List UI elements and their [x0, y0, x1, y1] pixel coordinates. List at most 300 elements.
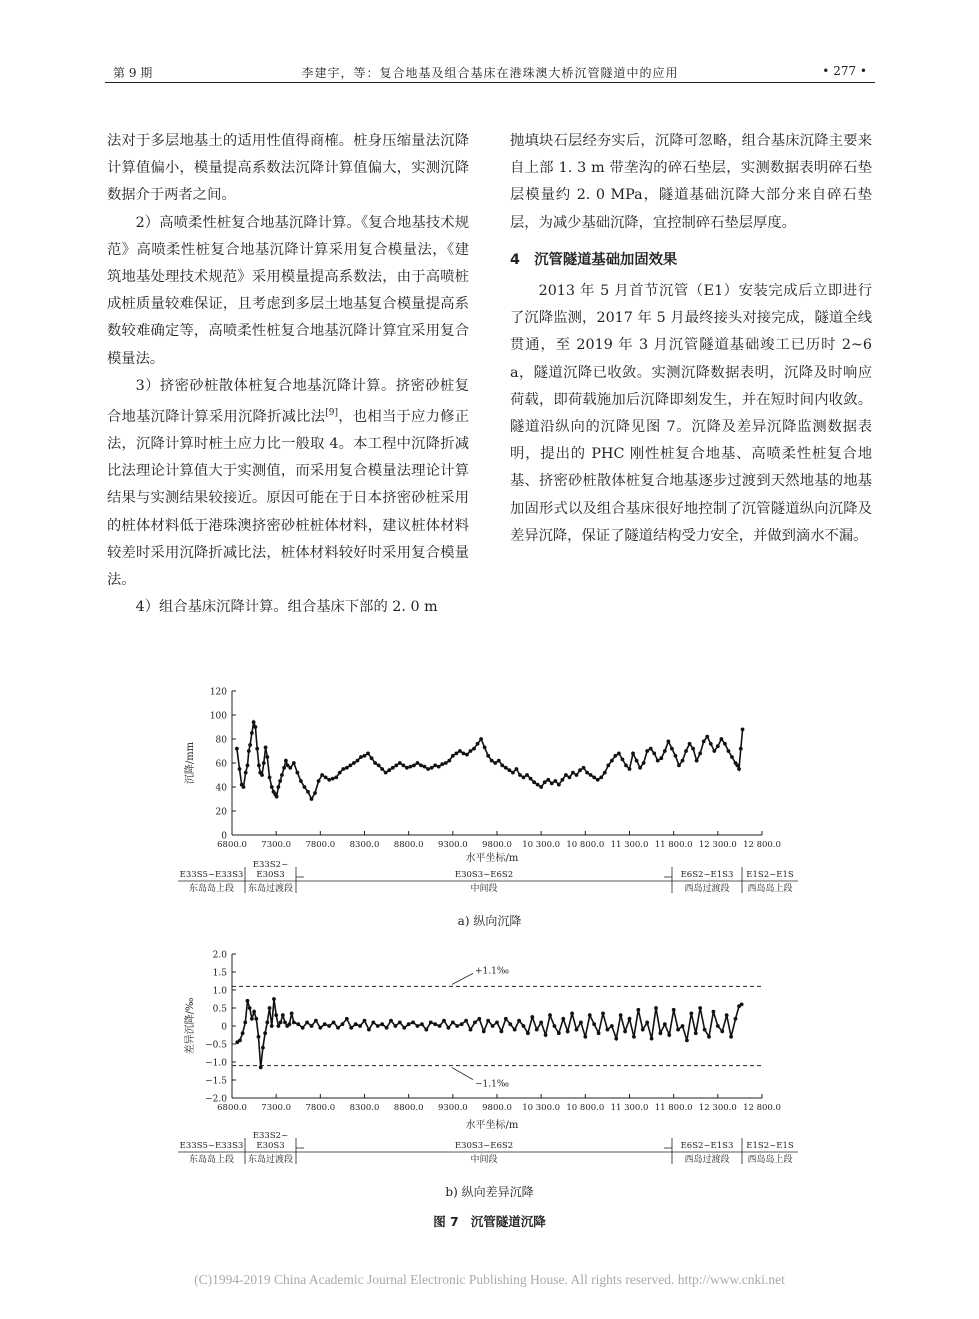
data-point — [352, 761, 356, 765]
figure-label: 图 7 — [433, 1214, 459, 1229]
data-point — [504, 766, 508, 770]
data-point — [490, 759, 494, 763]
data-point — [283, 1021, 287, 1025]
section-name: 东岛岛上段 — [188, 1155, 235, 1165]
data-point — [442, 1019, 446, 1023]
paragraph — [107, 373, 469, 594]
data-point — [681, 759, 685, 763]
data-point — [631, 752, 635, 756]
data-point — [331, 777, 335, 781]
figure-caption — [0, 1212, 979, 1230]
x-tick-label: 11 800.0 — [654, 840, 693, 850]
data-point — [684, 749, 688, 753]
page-number: • 277 • — [822, 64, 867, 78]
data-point — [491, 1024, 495, 1028]
data-point — [345, 1017, 349, 1021]
section-name: 西岛岛上段 — [747, 1155, 793, 1165]
data-point — [306, 790, 310, 794]
data-point — [334, 776, 338, 780]
data-point — [263, 1031, 267, 1035]
data-point — [652, 752, 656, 756]
data-point — [276, 1024, 280, 1028]
y-tick-label: −1.0 — [205, 1058, 227, 1069]
data-point — [571, 771, 575, 775]
data-point — [645, 1021, 649, 1025]
section-name: 东岛过渡段 — [247, 1155, 294, 1165]
data-point — [734, 1017, 738, 1021]
x-tick-label: 11 800.0 — [654, 1103, 693, 1113]
data-point — [536, 783, 540, 787]
data-point — [685, 1039, 689, 1043]
data-point — [588, 1013, 592, 1017]
data-point — [282, 766, 286, 770]
data-point — [278, 779, 282, 783]
data-point — [628, 767, 632, 771]
data-point — [327, 1024, 331, 1028]
data-point — [667, 1033, 671, 1037]
data-point — [511, 771, 515, 775]
y-tick-label: 1.0 — [212, 986, 227, 997]
data-point — [433, 1022, 437, 1026]
data-point — [739, 747, 743, 751]
data-point — [323, 1022, 327, 1026]
data-point — [429, 1021, 433, 1025]
data-point — [327, 778, 331, 782]
x-tick-label: 8800.0 — [393, 1103, 424, 1113]
right-column — [510, 128, 872, 550]
data-point — [544, 1033, 548, 1037]
data-point — [455, 1024, 459, 1028]
data-point — [412, 764, 416, 768]
data-point — [268, 1006, 272, 1010]
data-point — [332, 1021, 336, 1025]
running-title: 李建宇，等：复合地基及组合基床在港珠澳大桥沉管隧道中的应用 — [301, 66, 679, 80]
data-point — [411, 1021, 415, 1025]
data-point — [288, 766, 292, 770]
data-point — [603, 771, 607, 775]
data-point — [654, 1006, 658, 1010]
data-point — [264, 746, 268, 750]
y-tick-label: 1.5 — [212, 968, 227, 979]
data-point — [366, 752, 370, 756]
data-point — [318, 1026, 322, 1030]
data-point — [735, 764, 739, 768]
data-point — [440, 762, 444, 766]
data-point — [437, 765, 441, 769]
data-point — [288, 1022, 292, 1026]
data-line — [237, 722, 743, 799]
paragraph: 4）组合基床沉降计算。组合基床下部的 2. 0 m — [135, 599, 438, 616]
data-point — [250, 731, 254, 735]
data-point — [619, 1013, 623, 1017]
data-point — [729, 1035, 733, 1039]
data-point — [535, 1028, 539, 1032]
data-point — [495, 1021, 499, 1025]
data-point — [281, 1013, 285, 1017]
y-tick-label: 0.5 — [212, 1004, 227, 1015]
data-point — [737, 767, 741, 771]
y-tick-label: 80 — [215, 735, 227, 746]
data-point — [265, 1021, 269, 1025]
data-point — [473, 1021, 477, 1025]
data-point — [296, 1022, 300, 1026]
differential-settlement-chart — [0, 945, 979, 1175]
data-point — [241, 1031, 245, 1035]
x-tick-label: 11 300.0 — [610, 1103, 649, 1113]
data-point — [579, 1021, 583, 1025]
data-point — [438, 1024, 442, 1028]
data-point — [376, 1024, 380, 1028]
y-tick-label: 100 — [209, 711, 227, 722]
data-point — [274, 1013, 278, 1017]
data-point — [252, 1010, 256, 1014]
x-tick-label: 9300.0 — [437, 840, 468, 850]
data-point — [317, 779, 321, 783]
data-point — [532, 780, 536, 784]
data-point — [560, 778, 564, 782]
data-point — [261, 1046, 265, 1050]
data-point — [341, 1022, 345, 1026]
data-point — [292, 1021, 296, 1025]
data-point — [384, 771, 388, 775]
data-point — [349, 1026, 353, 1030]
data-point — [447, 1026, 451, 1030]
data-point — [539, 1021, 543, 1025]
data-point — [389, 1019, 393, 1023]
data-point — [477, 1017, 481, 1021]
data-point — [546, 778, 550, 782]
section-name: 中间段 — [470, 884, 498, 894]
citation-ref[interactable]: [9] — [325, 408, 339, 419]
running-header — [105, 62, 875, 83]
data-point — [504, 1017, 508, 1021]
data-point — [284, 759, 288, 763]
x-tick-label: 12 800.0 — [743, 1103, 781, 1113]
data-point — [695, 759, 699, 763]
data-point — [543, 780, 547, 784]
data-point — [248, 743, 252, 747]
copyright-footer: (C)1994-2019 China Academic Journal Electronic Publishing House. All rights reserved. http://www.cnki.net — [194, 1272, 785, 1287]
data-point — [371, 1021, 375, 1025]
data-point — [398, 1021, 402, 1025]
data-point — [526, 1031, 530, 1035]
data-point — [575, 1028, 579, 1032]
data-point — [530, 1015, 534, 1019]
data-point — [522, 1024, 526, 1028]
y-tick-label: 20 — [215, 807, 227, 818]
settlement-chart — [0, 680, 979, 910]
data-point — [719, 737, 723, 741]
data-point — [606, 764, 610, 768]
data-point — [500, 764, 504, 768]
left-column — [107, 128, 469, 621]
data-point — [698, 752, 702, 756]
y-tick-label: −1.5 — [205, 1076, 227, 1087]
data-point — [557, 1031, 561, 1035]
data-point — [430, 766, 434, 770]
data-point — [246, 999, 250, 1003]
data-point — [254, 725, 258, 729]
y-tick-label: 120 — [209, 687, 227, 698]
data-point — [458, 749, 462, 753]
section-name: 东岛过渡段 — [247, 884, 294, 894]
data-point — [290, 1012, 294, 1016]
data-point — [635, 759, 639, 763]
data-point — [570, 1012, 574, 1016]
section-code: E30S3 — [256, 1141, 285, 1151]
reference-pointer — [452, 1068, 473, 1080]
section-code: E1S2~E1S — [746, 870, 794, 880]
data-point — [482, 1030, 486, 1034]
data-point — [464, 1019, 468, 1023]
data-point — [614, 1037, 618, 1041]
x-tick-label: 7300.0 — [261, 840, 292, 850]
data-point — [548, 1013, 552, 1017]
data-point — [578, 768, 582, 772]
x-tick-label: 10 300.0 — [522, 1103, 561, 1113]
data-point — [716, 1024, 720, 1028]
data-point — [525, 773, 529, 777]
data-point — [479, 737, 483, 741]
y-axis-label: 差异沉降/‰ — [185, 997, 196, 1055]
data-point — [336, 1026, 340, 1030]
data-point — [370, 756, 374, 760]
x-tick-label: 9800.0 — [482, 840, 512, 850]
data-point — [663, 1022, 667, 1026]
data-point — [610, 759, 614, 763]
data-point — [628, 1017, 632, 1021]
section-code: E33S5~E33S3 — [179, 1141, 244, 1151]
data-point — [676, 1028, 680, 1032]
section-code: E6S2~E1S3 — [680, 870, 734, 880]
data-point — [659, 1031, 663, 1035]
section-code: E33S2~ — [252, 1131, 289, 1141]
data-point — [270, 785, 274, 789]
data-point — [419, 764, 423, 768]
data-point — [592, 776, 596, 780]
data-point — [420, 1022, 424, 1026]
data-point — [324, 776, 328, 780]
section-code: E6S2~E1S3 — [680, 1141, 734, 1151]
data-point — [672, 1008, 676, 1012]
data-point — [416, 1024, 420, 1028]
data-point — [606, 1028, 610, 1032]
paragraph: 2）高喷柔性桩复合地基沉降计算。《复合地基技术规范》高喷柔性桩复合地基沉降计算采用复合模量法，《建筑地基处理技术规范》采用模量提高系数法，由于高喷桩成桩质量较难保证，且考虑到多层土地基复合模量提高系数较难确定等，高喷柔性桩复合地基沉降计算宜采用复合模量法。 — [107, 214, 469, 367]
data-point — [674, 754, 678, 758]
paragraph-text: 3）挤密砂桩散体桩复合地基沉降计算。挤密砂桩复合地基沉降计算采用沉降折减比法 — [107, 377, 469, 425]
data-point — [275, 795, 279, 799]
data-point — [391, 766, 395, 770]
data-point — [493, 761, 497, 765]
y-tick-label: 0 — [221, 831, 227, 842]
data-point — [596, 778, 600, 782]
subfigure-caption-b: b) 纵向差异沉降 — [445, 1185, 534, 1199]
data-point — [610, 1024, 614, 1028]
data-point — [599, 776, 603, 780]
data-point — [423, 765, 427, 769]
data-point — [691, 747, 695, 751]
data-point — [276, 785, 280, 789]
data-point — [244, 771, 248, 775]
data-point — [582, 766, 586, 770]
data-point — [246, 764, 250, 768]
data-point — [730, 755, 734, 759]
x-tick-label: 12 300.0 — [698, 840, 737, 850]
data-point — [601, 1012, 605, 1016]
data-point — [268, 776, 272, 780]
paragraph: 法对于多层地基土的适用性值得商榷。桩身压缩量法沉降计算值偏小，模量提高系数法沉降计算值偏大，实测沉降数据介于两者之间。 — [107, 133, 469, 204]
data-point — [716, 744, 720, 748]
x-tick-label: 9800.0 — [482, 1103, 512, 1113]
section-heading: 4 沉管隧道基础加固效果 — [510, 251, 678, 268]
data-point — [247, 749, 251, 753]
data-point — [670, 747, 674, 751]
data-point — [483, 746, 487, 750]
data-point — [367, 1028, 371, 1032]
data-point — [666, 740, 670, 744]
x-axis-label: 水平坐标/m — [465, 853, 519, 864]
data-point — [663, 749, 667, 753]
data-point — [373, 761, 377, 765]
data-point — [539, 785, 543, 789]
data-point — [444, 761, 448, 765]
x-tick-label: 7800.0 — [305, 840, 336, 850]
data-point — [707, 1035, 711, 1039]
data-point — [303, 785, 307, 789]
subfigure-caption-a: a) 纵向沉降 — [457, 914, 522, 928]
data-point — [508, 1022, 512, 1026]
data-point — [299, 779, 303, 783]
x-tick-label: 12 800.0 — [743, 840, 781, 850]
data-point — [740, 1003, 744, 1007]
data-point — [305, 1021, 309, 1025]
data-point — [725, 1013, 729, 1017]
data-point — [613, 754, 617, 758]
data-point — [252, 720, 256, 724]
data-point — [451, 1021, 455, 1025]
data-point — [235, 747, 239, 751]
data-point — [257, 764, 261, 768]
y-tick-label: 40 — [215, 783, 227, 794]
data-point — [313, 791, 317, 795]
figure-title: 沉管隧道沉降 — [470, 1214, 546, 1229]
data-point — [262, 761, 266, 765]
data-point — [583, 1035, 587, 1039]
data-point — [550, 782, 554, 786]
x-tick-label: 8300.0 — [349, 840, 380, 850]
data-point — [469, 1028, 473, 1032]
data-point — [405, 766, 409, 770]
y-tick-label: −2.0 — [205, 1094, 227, 1105]
data-point — [292, 761, 296, 765]
x-tick-label: 6800.0 — [217, 840, 247, 850]
x-tick-label: 6800.0 — [217, 1103, 247, 1113]
section-name: 西岛岛上段 — [747, 884, 793, 894]
data-point — [566, 1030, 570, 1034]
y-tick-label: 2.0 — [212, 950, 227, 961]
data-point — [272, 997, 276, 1001]
data-point — [301, 1026, 305, 1030]
data-point — [401, 764, 405, 768]
data-point — [279, 1021, 283, 1025]
section-code: E30S3~E6S2 — [454, 870, 514, 880]
data-point — [270, 1024, 274, 1028]
data-point — [529, 777, 533, 781]
data-point — [385, 1026, 389, 1030]
data-point — [486, 754, 490, 758]
data-point — [500, 1030, 504, 1034]
data-point — [515, 767, 519, 771]
data-point — [723, 742, 727, 746]
data-point — [592, 1022, 596, 1026]
data-point — [451, 754, 455, 758]
data-point — [597, 1031, 601, 1035]
data-point — [354, 1022, 358, 1026]
x-tick-label: 8300.0 — [349, 1103, 380, 1113]
data-point — [320, 773, 324, 777]
x-tick-label: 11 300.0 — [610, 840, 649, 850]
data-point — [677, 764, 681, 768]
data-point — [424, 1028, 428, 1032]
data-point — [363, 754, 367, 758]
data-point — [720, 1030, 724, 1034]
data-point — [243, 1021, 247, 1025]
data-point — [341, 767, 345, 771]
data-point — [636, 1008, 640, 1012]
data-point — [398, 761, 402, 765]
section-code: E30S3 — [256, 870, 285, 880]
data-point — [649, 747, 653, 751]
data-point — [454, 752, 458, 756]
data-point — [617, 752, 621, 756]
paragraph: 抛填块石层经夯实后，沉降可忽略，组合基床沉降主要来自上部 1. 3 m 带垄沟的碎石垫层，实测数据表明碎石垫层模量约 2. 0 MPa，隧道基础沉降大部分来自碎石垫层，为减少基础沉降，宜控制碎石垫层厚度。 — [510, 133, 872, 231]
issue-number: 第 9 期 — [113, 66, 153, 80]
data-point — [712, 749, 716, 753]
data-point — [254, 1017, 258, 1021]
data-point — [698, 1006, 702, 1010]
data-point — [486, 1019, 490, 1023]
y-axis-label: 沉降/mm — [185, 741, 196, 785]
reference-label: +1.1‰ — [475, 966, 509, 977]
data-point — [358, 1024, 362, 1028]
data-point — [460, 1022, 464, 1026]
data-point — [659, 756, 663, 760]
x-tick-label: 10 800.0 — [566, 840, 605, 850]
data-point — [255, 747, 259, 751]
data-point — [575, 773, 579, 777]
data-point — [356, 759, 360, 763]
reference-label: −1.1‰ — [475, 1079, 509, 1090]
data-point — [557, 783, 561, 787]
data-point — [465, 753, 469, 757]
data-point — [242, 785, 246, 789]
data-point — [314, 1019, 318, 1023]
data-point — [689, 1012, 693, 1016]
data-point — [394, 1024, 398, 1028]
data-point — [310, 1024, 314, 1028]
data-point — [462, 752, 466, 756]
x-tick-label: 12 300.0 — [698, 1103, 737, 1113]
data-point — [447, 759, 451, 763]
data-point — [703, 1028, 707, 1032]
data-point — [518, 773, 522, 777]
data-point — [656, 759, 660, 763]
y-tick-label: 0 — [221, 1022, 227, 1033]
data-point — [632, 1035, 636, 1039]
data-point — [402, 1026, 406, 1030]
x-tick-label: 10 800.0 — [566, 1103, 605, 1113]
section-code: E33S2~ — [252, 860, 289, 870]
